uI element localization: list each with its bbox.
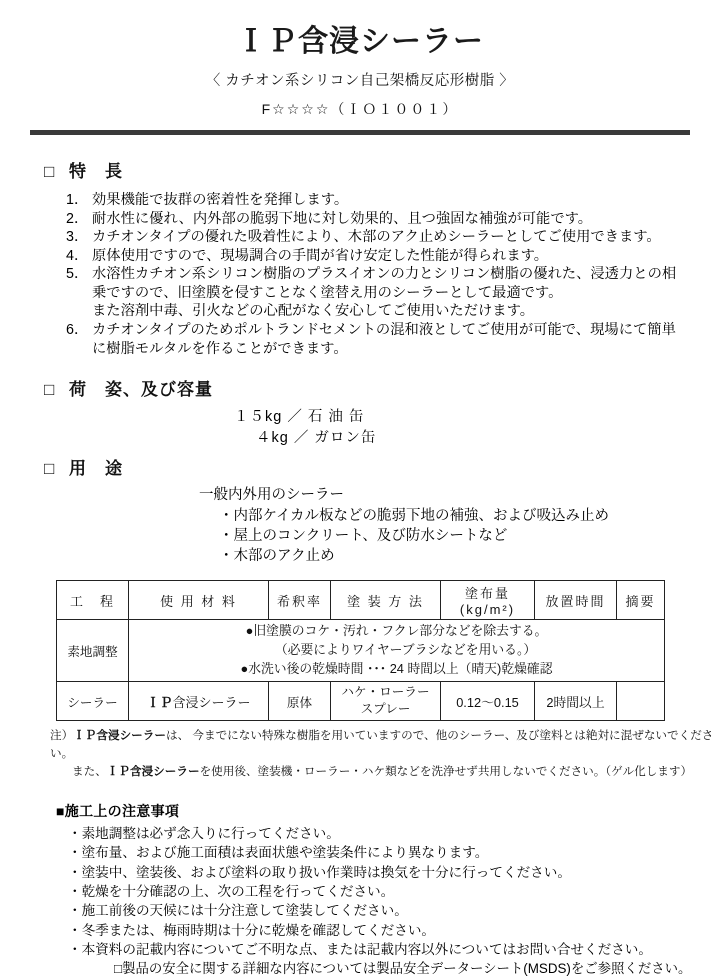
feature-text [92,228,720,247]
list-item: ・塗装中、塗装後、および塗料の取り扱い作業時は換気を十分に行ってください。 [68,864,571,880]
feature-text [92,210,720,229]
column-header-remarks: 摘要 [617,581,665,620]
table-note [50,727,720,781]
cell-method [331,682,441,721]
feature-line: 乗ですので、旧塗膜を侵すことなく塗替え用のシーラーとして最適です。 [92,284,563,301]
list-item: ・屋上のコンクリート、及び防水シートなど [219,527,508,544]
cell-remarks [617,682,665,721]
packaging-section [44,375,720,449]
usage-heading [44,454,720,479]
note-text: は、 今までにない特殊な樹脂を用いていますので、他のシーラー、及び塗料とは絶対に混ぜないでください。 [50,729,714,761]
cell-process: シーラー [57,682,129,721]
cell-dilution: 原体 [269,682,331,721]
features-section [44,157,720,358]
column-header-material: 使 用 材 料 [129,581,269,620]
cell-standing-time: 2時間以上 [535,682,617,721]
feature-line: カチオンタイプの優れた吸着性により、木部のアク止めシーラーとしてご使用できます。 [92,229,661,246]
column-header-standing-time: 放置時間 [535,581,617,620]
list-item [66,247,720,266]
material-brand: ＩＰ [146,695,173,711]
cautions-list [56,824,720,978]
cell-material [129,682,269,721]
features-heading-label: 特 長 [69,162,124,181]
list-item [66,228,720,247]
cautions-heading-label: 施工上の注意事項 [64,803,180,820]
column-header-process: 工 程 [57,581,129,620]
list-item [66,321,720,358]
feature-line: カチオンタイプのためポルトランドセメントの混和液としてご使用が可能で、現場にて簡単 [92,322,676,339]
usage-list [44,485,720,566]
note-text: を使用後、塗装機・ローラー・ハケ類などを洗浄せず共用しないでください。（ゲル化します） [199,765,693,779]
feature-line: 水溶性カチオン系シリコン樹脂のプラスイオンの力とシリコン樹脂の優れた、浸透力との相 [92,266,677,283]
document-header [0,16,720,135]
product-code: F☆☆☆☆（ＩＯ１００１） [261,101,459,117]
list-item: ・内部ケイカル板などの脆弱下地の補強、および吸込み止め [219,507,610,524]
table-row [57,682,665,721]
feature-line: 効果機能で抜群の密着性を発揮します。 [92,192,349,208]
list-item: ・乾燥を十分確認の上、次の工程を行ってください。 [68,884,395,900]
material-name: 含浸シーラー [172,694,251,710]
filled-box-icon: ■ [56,803,65,820]
note-label: 注） [50,729,74,743]
feature-line: また溶剤中毒、引火などの心配がなく安心してご使用いただけます。 [92,303,535,320]
feature-number: 6． [66,322,89,339]
page-title: ＩＰ含浸シーラー [236,24,484,59]
prep-line: ●旧塗膜のコケ・汚れ・フクレ部分などを除去する。 [245,623,548,639]
feature-number: 2． [66,210,89,227]
usage-heading-label: 用 途 [69,459,124,479]
prep-line: ●水洗い後の乾燥時間 ･･･ 24 時間以上（晴天)乾燥確認 [240,661,553,677]
section-box-icon: □ [44,380,56,400]
feature-text [92,191,720,210]
features-list [66,191,720,358]
method-line: スプレー [360,702,411,717]
spec-table-wrapper [56,580,720,721]
column-header-dilution: 希釈率 [269,581,331,620]
list-item: ・素地調整は必ず念入りに行ってください。 [68,826,340,842]
list-item: ・木部のアク止め [219,548,335,565]
packaging-line: １５kg ／ 石 油 缶 [234,409,365,426]
feature-number: 5． [66,266,89,283]
packaging-heading [44,375,720,400]
packaging-heading-label: 荷 姿、及び容量 [69,380,214,400]
prep-line: （必要によりワイヤーブラシなどを用いる。） [274,642,537,658]
document-page [0,16,720,977]
features-heading [44,157,720,182]
table-header-row [57,581,665,620]
feature-number: 1． [66,192,89,208]
section-box-icon: □ [44,162,56,181]
list-item: ・冬季または、梅雨時期は十分に乾燥を確認してください。 [68,922,436,938]
product-subtitle: 〈 カチオン系シリコン自己架橋反応形樹脂 〉 [205,73,515,89]
list-item: ・塗布量、および施工面積は表面状態や塗装条件により異なります。 [68,845,489,861]
note-line-1 [50,727,720,763]
spec-table [56,580,665,721]
cell-coverage: 0.12～0.15 [441,682,535,721]
note-line-2 [50,763,720,781]
msds-note: □製品の安全に関する詳細な内容については製品安全データーシート(MSDS)をご参照ください。 [114,961,692,977]
section-box-icon: □ [44,459,56,479]
feature-line: に樹脂モルタルを作ることができます。 [92,340,348,357]
list-item [66,191,720,210]
feature-line: 原体使用ですので、現場調合の手間が省け安定した性能が得られます。 [92,247,549,264]
packaging-values [44,407,720,449]
table-row [57,620,665,682]
usage-lead: 一般内外用のシーラー [199,487,344,504]
list-item: ・本資料の記載内容についてご不明な点、または記載内容以外についてはお問い合せください。 [68,941,652,957]
feature-number: 3． [66,229,89,246]
list-item [66,210,720,229]
feature-number: 4． [66,247,89,264]
method-line: ハケ・ローラー [341,685,430,700]
cautions-section [56,801,720,978]
cell-surface-prep-body [129,620,665,682]
column-header-coverage: 塗布量(kg/m²) [441,581,535,620]
list-item: ・施工前後の天候には十分注意して塗装してください。 [68,903,408,919]
feature-line: 耐水性に優れ、内外部の脆弱下地に対し効果的、且つ強固な補強が可能です。 [92,210,593,227]
feature-text [92,247,720,266]
list-item [66,265,720,321]
note-brand: ＩＰ含浸シーラー [106,764,200,779]
note-brand: ＩＰ含浸シーラー [73,728,166,743]
note-prefix: また、 [72,765,107,779]
usage-section [44,454,720,566]
cautions-heading [56,801,720,821]
header-divider [30,130,690,135]
feature-text [92,321,720,358]
column-header-method: 塗 装 方 法 [331,581,441,620]
feature-text [92,265,720,321]
cell-process: 素地調整 [57,620,129,682]
packaging-line: ４kg ／ ガロン缶 [256,430,377,447]
